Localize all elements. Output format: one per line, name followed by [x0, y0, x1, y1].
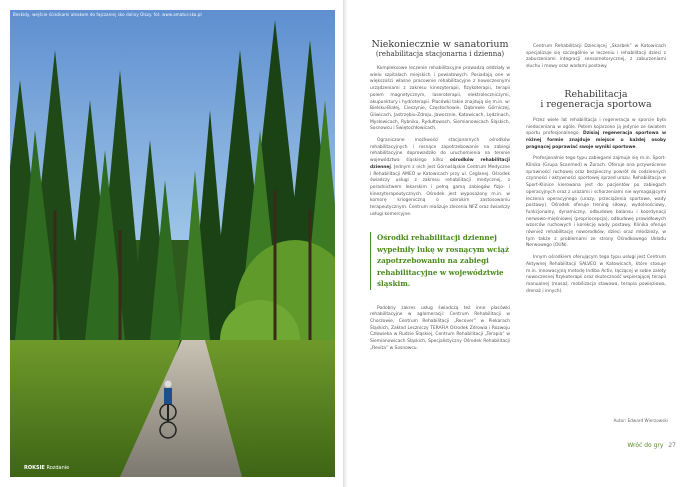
page-number: 27	[668, 442, 676, 449]
paragraph: Ograniczone możliwości stacjonarnych ośrodków rehabilitacyjnych i rosnące zapotrzebowanie na zabiegi rehabilitacyjne doprowadziło do uruchomienia na terenie województwa śląskiego kilku ośrodków rehabilitacji dziennej. Jednym z nich jest Górnośląskie Centrum Medyczne i Rehabilitacji AMEO w Katowicach przy ul. Ceglanej. Ośrodek świadczy usługi z zakresu rehabilitacji medycznej, z poradnictwem lekarskim i pełną gamą zabiegów fizjo- i kinezyterapeutycznych. Ośrodek jest wyposażony m.in. w komorę kriogeniczną o szerokim zastosowaniu terapeutycznym. Centrum realizuje zlecenia NFZ oraz świadczy usługi komercyjne.	[370, 138, 511, 217]
paragraph: Profesjonalnie tego typu zabiegami zajmuje się m.in. Sport-Klinika (Grupa Scanmed) w Żorach. Oferuje ona przywrócenie sprawności ruchowej oraz bezpieczny powrót do codziennych czynności i aktywności sportowej sprzed urazu. Rehabilitacja w Sport-Klinice kierowana jest do pacjentów po zabiegach operacyjnych oraz z urazami i schorzeniami nie wymagającymi leczenia operacyjnego (urazy, przeciążenia sportowe, wady postawy). Ośrodek oferuje trening siłowy, wydolnościowy, funkcjonalny, dynamiczny, odbudowę balansu i koordynacji nerwowo-mięśniowej (propriocepcja), odbudowę prawidłowych wzorców ruchowych i korekcję wady postawy. Klinika oferuje również rehabilitację noworodków, dzieci oraz młodzieży, w tym także z problemami ze strony Ośrodkowego Układu Nerwowego (OUN).	[526, 156, 666, 249]
paragraph: Kompleksowe leczenie rehabilitacyjne prowadzą oddziały w wielu szpitalach miejskich i powiatowych. Posiadają one w większości własne pracownie rehabilitacyjne z nowoczesnymi urządzeniami z zakresu kinezyterapii, fizykoterapii, terapii polem magnetycznym, laseroterapii, elektroleczniczymi, akupunktury i hydroterapii. Placówki takie znajdują się m.in. w: Bielsku-Białej, Cieszynie, Częstochowie, Dąbrowie Górniczej, Gliwicach, Jastrzębiu-Zdroju, Jaworznie, Katowicach, Lędzinach, Mysłowicach, Rybniku, Rydułtowach, Siemianowicach Śląskich, Sosnowcu i Świętochłowicach.	[370, 66, 510, 132]
paragraph: Przez wiele lat rehabilitacja i regeneracja w sporcie była niedoceniana w ogóle. Potem kojarzono ją jedynie ze światem sportu profesjonalnego. Dzisiaj regeneracja sportowa w różnej formie znajduje miejsce u każdej osoby pragnącej poprawiać swoje wyniki sportowe.	[526, 117, 666, 150]
text-column-right	[526, 44, 666, 300]
page-footer-brand	[24, 465, 69, 471]
article-author: Autor: Edward Wierzowski	[613, 418, 668, 423]
photo-illustration	[10, 10, 335, 477]
footer-brand: Rozdanie	[46, 465, 70, 471]
page-folio	[627, 442, 676, 449]
section-subtitle-sport: i regeneracja sportowa	[540, 98, 652, 110]
magazine-name: Wróć do gry	[627, 442, 664, 449]
left-page	[0, 0, 343, 487]
pull-quote: Ośrodki rehabilitacji dziennej wypełniły lukę w rosnącym wciąż zapotrzebowaniu na zabiegi rehabilitacyjne w województwie śląskim.	[370, 232, 510, 289]
section-subtitle-sanatorium: (rehabilitacja stacjonarna i dzienna)	[375, 50, 505, 58]
right-page	[348, 0, 690, 487]
paragraph: Innym ośrodkiem oferującym tego typu usługi jest Centrum Aktywnej Rehabilitacji SALVEO w Katowicach, które stosuje m.in. innowacyjną metodę Indiba Activ, łączącej w sobie zalety nowoczesnej fizykoterapii oraz skuteczność wspierającej terapii manualnej (masaż, mobilizacja stawowa, terapia powięziowa, drenaż i innych).	[526, 255, 666, 294]
photo-credit: Beskidy, wejście ścieżkami aleakom do fajczaniej sko doliny Olszy. fot. www.amatur.ska.pl	[13, 12, 202, 17]
paragraph: Centrum Rehabilitacji Dziecięcej „Skarbek” w Katowicach specjalizuje się szczególnie w leczeniu i rehabilitacji dzieci z zaburzeniami integracji sensomotorycznej, z zaburzeniami słuchu i mowy oraz wadami postawy.	[526, 44, 666, 70]
section-title-sport: Rehabilitacja	[564, 88, 628, 100]
text-column-left	[370, 40, 510, 357]
section-title-sanatorium: Niekoniecznie w sanatorium	[371, 39, 509, 50]
footer-prefix: ROKSIE	[24, 465, 45, 471]
forest-road-cyclist-photo	[10, 10, 335, 477]
paragraph: Podobny zakres usług świadczą też inne placówki rehabilitacyjne w aglomeracji: Centrum Rehabilitacji w Chorzowie, Centrum Rehabilitacji „Recover” w Piekarach Śląskich, Zakład Leczniczy TERAFIA Ośrodek Zdrowia i Rozwoju Człowieka w Rudzie Śląskiej, Centrum Rehabilitacji „Terapia” w Siemianowicach Śląskich, Specjalistyczny Ośrodek Rehabilitacji „Revita” w Sosnowcu.	[370, 305, 510, 351]
